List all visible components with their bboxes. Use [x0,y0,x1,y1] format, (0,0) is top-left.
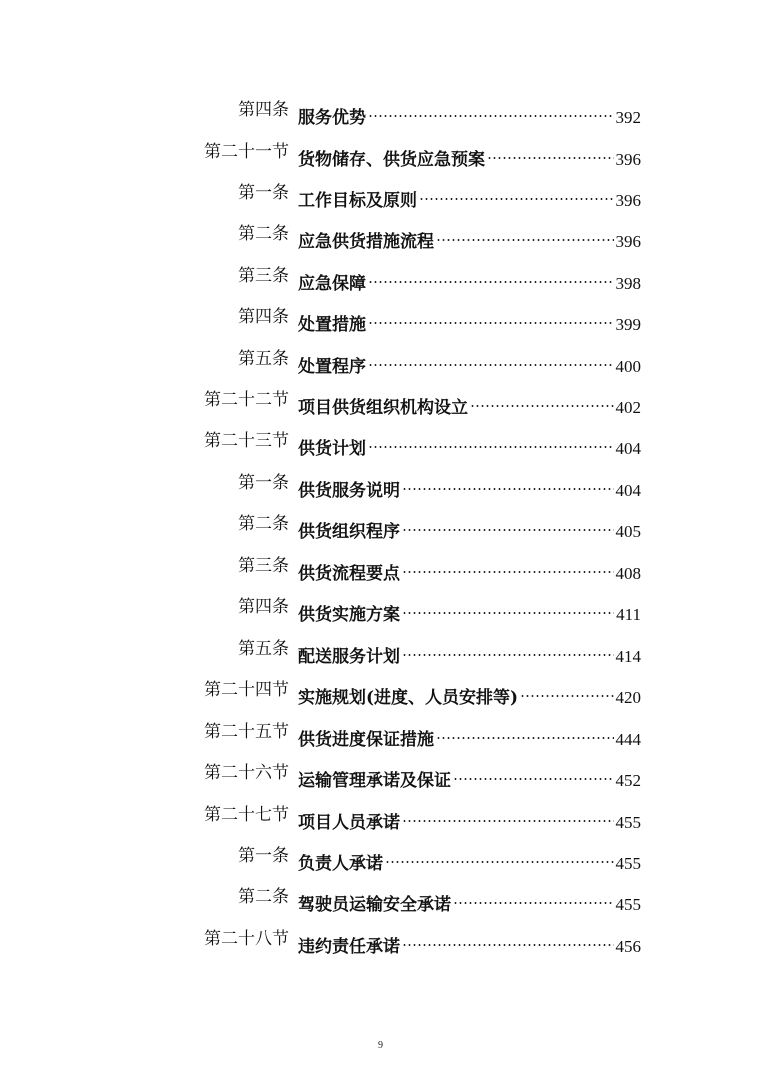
toc-entry-body [298,884,641,915]
toc-entry-body [298,428,641,459]
toc-entry[interactable] [0,884,761,915]
toc-entry[interactable] [0,428,761,459]
dot-leader [402,511,614,537]
toc-entry-number: 第二条 [238,514,289,534]
toc-entry-number: 第四条 [238,100,289,120]
toc-entry-title: 处置措施 [298,315,366,335]
toc-entry-body [298,304,641,335]
toc-entry-number: 第三条 [238,556,289,576]
toc-entry-body [298,760,641,791]
toc-entry-title: 应急保障 [298,274,366,294]
toc-entry[interactable] [0,926,761,957]
toc-entry[interactable] [0,221,761,252]
toc-entry[interactable] [0,719,761,750]
toc-entry-title: 供货进度保证措施 [298,730,434,750]
toc-entry-page: 392 [615,108,641,127]
toc-entry[interactable] [0,677,761,708]
toc-entry-page: 399 [615,315,641,334]
toc-entry-number: 第三条 [238,266,289,286]
dot-leader [368,304,614,330]
toc-entry-number: 第一条 [238,846,289,866]
dot-leader [368,97,614,123]
toc-entry-title: 项目供货组织机构设立 [298,398,468,418]
toc-entry-page: 455 [615,895,641,914]
toc-entry-page: 402 [615,398,641,417]
toc-entry-number: 第二十一节 [204,142,289,162]
dot-leader [436,221,614,247]
toc-entry-page: 411 [616,605,641,624]
toc-entry-body [298,346,641,377]
toc-entry-number: 第五条 [238,349,289,369]
toc-entry[interactable] [0,636,761,667]
toc-entry-title: 驾驶员运输安全承诺 [298,895,451,915]
toc-entry-page: 455 [615,813,641,832]
toc-entry-body [298,470,641,501]
page-number: 9 [378,1040,383,1051]
toc-entry-page: 396 [615,150,641,169]
toc-entry-number: 第五条 [238,639,289,659]
toc-entry-title: 配送服务计划 [298,647,400,667]
toc-entry[interactable] [0,760,761,791]
toc-entry-number: 第二十四节 [204,680,289,700]
toc-entry-title: 运输管理承诺及保证 [298,771,451,791]
toc-entry[interactable] [0,553,761,584]
toc-entry[interactable] [0,346,761,377]
toc-entry[interactable] [0,139,761,170]
toc-entry-body [298,636,641,667]
toc-entry-page: 414 [615,647,641,666]
toc-entry-body [298,594,641,625]
toc-entry-page: 408 [615,564,641,583]
toc-entry-body [298,719,641,750]
dot-leader [368,428,614,454]
toc-entry-title: 项目人员承诺 [298,813,400,833]
toc-entry-title: 应急供货措施流程 [298,232,434,252]
toc-entry-page: 452 [615,771,641,790]
toc-entry[interactable] [0,304,761,335]
toc-entry[interactable] [0,263,761,294]
dot-leader [453,884,614,910]
dot-leader [368,346,614,372]
toc-entry-body [298,926,641,957]
toc-entry-body [298,387,641,418]
dot-leader [453,760,614,786]
dot-leader [402,594,614,620]
toc-entry[interactable] [0,387,761,418]
toc-entry-title: 实施规划(进度、人员安排等) [298,688,519,708]
toc-entry-page: 444 [615,730,641,749]
toc-entry-body [298,263,641,294]
toc-entry-page: 396 [615,232,641,251]
toc-entry-page: 455 [615,854,641,873]
toc-entry[interactable] [0,97,761,128]
toc-entry-title: 负责人承诺 [298,854,383,874]
toc-entry-number: 第一条 [238,183,289,203]
toc-entry-body [298,511,641,542]
toc-entry-number: 第四条 [238,307,289,327]
toc-entry[interactable] [0,180,761,211]
toc-entry-title: 货物储存、供货应急预案 [298,150,485,170]
dot-leader [402,802,614,828]
toc-entry[interactable] [0,470,761,501]
toc-entry-page: 400 [615,357,641,376]
toc-entry-number: 第二十五节 [204,722,289,742]
dot-leader [470,387,614,413]
toc-entry-title: 供货服务说明 [298,481,400,501]
toc-entry-page: 396 [615,191,641,210]
toc-entry-body [298,677,641,708]
dot-leader [520,677,613,703]
toc-entry-page: 405 [615,522,641,541]
toc-entry-body [298,139,641,170]
toc-entry-body [298,97,641,128]
toc-entry-body [298,553,641,584]
dot-leader [402,470,614,496]
toc-entry-title: 工作目标及原则 [298,191,417,211]
toc-entry-page: 398 [615,274,641,293]
toc-entry-number: 第二十七节 [204,805,289,825]
toc-entry[interactable] [0,843,761,874]
toc-entry-title: 供货实施方案 [298,605,400,625]
toc-entry[interactable] [0,511,761,542]
toc-entry-number: 第二条 [238,224,289,244]
dot-leader [402,636,614,662]
toc-entry[interactable] [0,594,761,625]
dot-leader [436,719,614,745]
dot-leader [419,180,614,206]
toc-entry-number: 第二十六节 [204,763,289,783]
toc-entry-page: 420 [615,688,641,707]
toc-entry-body [298,221,641,252]
dot-leader [368,263,614,289]
toc-entry-title: 处置程序 [298,357,366,377]
dot-leader [402,926,614,952]
toc-entry-number: 第二十三节 [204,431,289,451]
toc-entry-title: 违约责任承诺 [298,937,400,957]
toc-entry-number: 第二条 [238,887,289,907]
dot-leader [385,843,614,869]
toc-entry-body [298,180,641,211]
toc-entry-number: 第二十二节 [204,390,289,410]
dot-leader [487,139,614,165]
toc-entry-title: 服务优势 [298,108,366,128]
toc-entry-number: 第一条 [238,473,289,493]
toc-entry-page: 404 [615,481,641,500]
toc-entry-body [298,802,641,833]
toc-entry-number: 第二十八节 [204,929,289,949]
toc-entry-title: 供货流程要点 [298,564,400,584]
toc-entry[interactable] [0,802,761,833]
toc-entry-page: 456 [615,937,641,956]
dot-leader [402,553,614,579]
toc-entry-number: 第四条 [238,597,289,617]
toc-entry-body [298,843,641,874]
toc-entry-page: 404 [615,439,641,458]
toc-entry-title: 供货计划 [298,439,366,459]
toc-entry-title: 供货组织程序 [298,522,400,542]
